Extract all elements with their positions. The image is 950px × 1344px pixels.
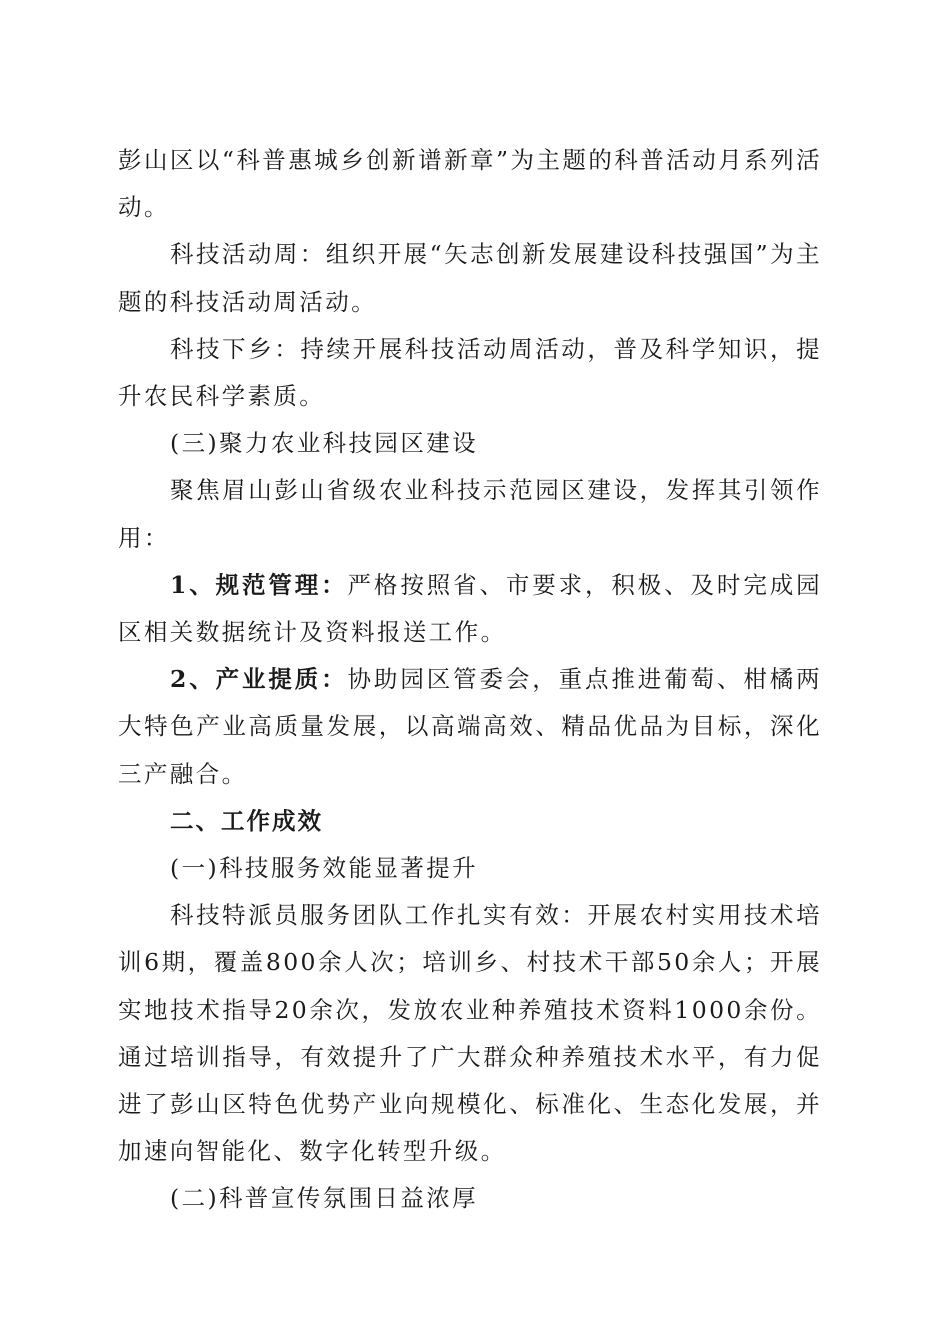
paragraph-tech-countryside: 科技下乡：持续开展科技活动周活动，普及科学知识，提升农民科学素质。 xyxy=(118,334,822,411)
paragraph-tech-week: 科技活动周：组织开展“矢志创新发展建设科技强国”为主题的科技活动周活动。 xyxy=(118,240,822,316)
subheading-tech-service: (一)科技服务效能显著提升 xyxy=(170,854,479,883)
paragraph-science-month: 彭山区以“科普惠城乡创新谱新章”为主题的科普活动月系列活动。 xyxy=(118,146,822,222)
document-body xyxy=(118,137,822,1223)
text-standard-management: 严格按照省、市要求，积极、及时完成园区相关数据统计及资料报送工作。 xyxy=(118,570,822,647)
lead-industry-upgrade: 2、产业提质： xyxy=(170,665,348,694)
subheading-publicity: (二)科普宣传氛围日益浓厚 xyxy=(170,1184,479,1213)
section-heading-results: 二、工作成效 xyxy=(170,806,323,835)
paragraph-industry-upgrade xyxy=(118,656,822,798)
paragraph-tech-service: 科技特派员服务团队工作扎实有效：开展农村实用技术培训6期，覆盖800余人次；培训乡、村技术干部50余人；开展实地技术指导20余次，发放农业种养殖技术资料1000余份。通过培训指导，有效提升了广大群众种养殖技术水平，有力促进了彭山区特色优势产业向规模化、标准化、生态化发展，并加速向智能化、数字化转型升级。 xyxy=(118,901,822,1166)
paragraph-standard-management xyxy=(118,562,822,656)
text-industry-upgrade: 协助园区管委会，重点推进葡萄、柑橘两大特色产业高质量发展，以高端高效、精品优品为目标，深化三产融合。 xyxy=(118,665,822,788)
subheading-agri-park: (三)聚力农业科技园区建设 xyxy=(170,429,479,458)
lead-standard-management: 1、规范管理： xyxy=(170,570,348,599)
paragraph-park-focus: 聚焦眉山彭山省级农业科技示范园区建设，发挥其引领作用： xyxy=(118,476,822,552)
